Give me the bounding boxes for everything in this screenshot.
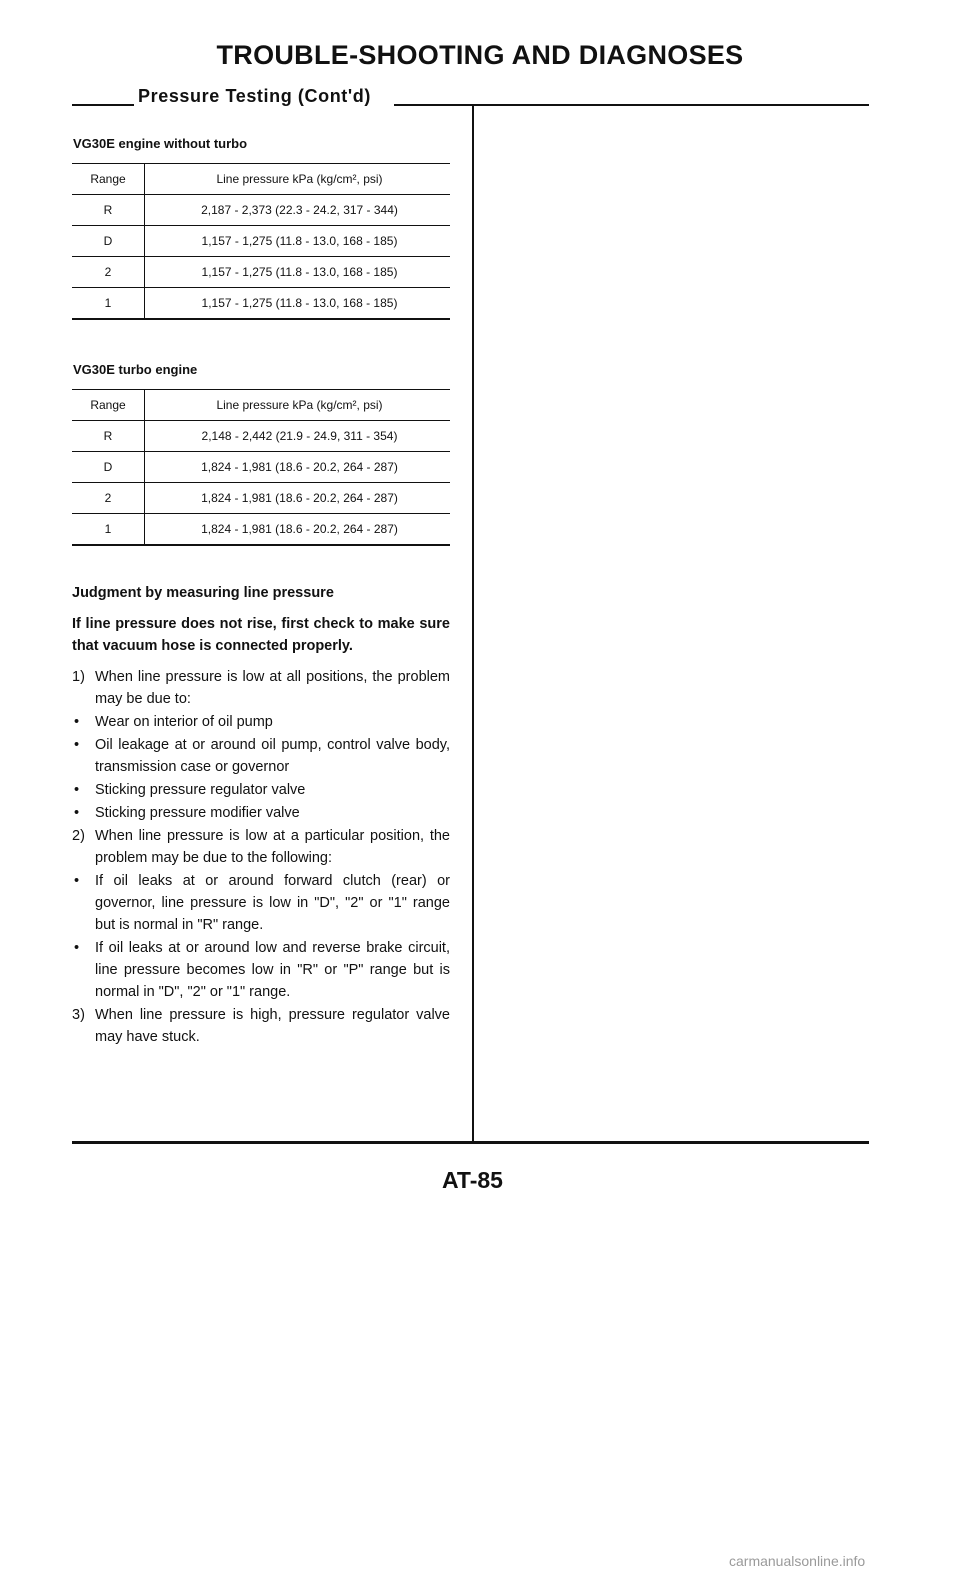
judgment-heading: Judgment by measuring line pressure [72,585,334,601]
bullet-text: If oil leaks at or around forward clutch (rear) or governor, line pressure is low in "D", "2" or "1" range but is normal in "R" range. [95,873,450,933]
bullet-icon: • [74,940,80,956]
bullet-icon: • [74,737,80,753]
bullet-icon: • [74,714,80,730]
pressure-cell: 2,148 - 2,442 (21.9 - 24.9, 311 - 354) [145,421,451,452]
range-cell: D [72,452,145,483]
bullet-text: If oil leaks at or around low and reverse brake circuit, line pressure becomes low in "R" or "P" range but is normal in "D", "2" or "1" range. [95,940,450,1000]
column-header-range: Range [72,390,145,421]
column-header-pressure: Line pressure kPa (kg/cm², psi) [145,390,451,421]
table-row [72,288,450,320]
bullet-icon: • [74,805,80,821]
bullet-item [72,870,450,936]
item-number: 1) [72,669,85,685]
judgment-section [72,582,450,1049]
table-row [72,514,450,546]
column-header-range: Range [72,164,145,195]
bullet-item [72,937,450,1003]
bottom-rule [72,1141,869,1144]
pressure-cell: 1,157 - 1,275 (11.8 - 13.0, 168 - 185) [201,296,398,310]
bullet-icon: • [74,782,80,798]
bullet-item [72,802,450,824]
table-row [72,452,450,483]
page-number: AT-85 [442,1167,503,1193]
column-divider [472,104,474,1144]
pressure-table-turbo [72,389,450,546]
list-item [72,666,450,710]
range-cell: 2 [72,483,145,514]
section-heading: Pressure Testing (Cont'd) [138,86,371,106]
table-row [72,226,450,257]
pressure-cell: 1,157 - 1,275 (11.8 - 13.0, 168 - 185) [145,257,451,288]
table-row [72,421,450,452]
pressure-cell: 1,824 - 1,981 (18.6 - 20.2, 264 - 287) [145,452,451,483]
range-cell: D [72,226,145,257]
table-row [72,257,450,288]
table-row [72,483,450,514]
bullet-icon: • [74,873,80,889]
item-text: When line pressure is low at all positions, the problem may be due to: [95,669,450,707]
table-caption-turbo: VG30E turbo engine [73,362,198,377]
bullet-item [72,711,450,733]
table-caption-no-turbo: VG30E engine without turbo [73,136,248,151]
section-rule-right [394,104,869,106]
bullet-text: Sticking pressure regulator valve [95,782,306,798]
pressure-cell: 1,824 - 1,981 (18.6 - 20.2, 264 - 287) [145,483,451,514]
bullet-text: Oil leakage at or around oil pump, control valve body, transmission case or governor [95,737,450,775]
item-text: When line pressure is high, pressure regulator valve may have stuck. [95,1007,450,1045]
range-cell: 1 [72,514,145,546]
table-row [72,195,450,226]
section-rule-left [72,104,134,106]
list-item [72,1004,450,1048]
bullet-item [72,734,450,778]
range-cell: R [72,195,145,226]
bullet-text: Wear on interior of oil pump [95,714,273,730]
watermark-text: carmanualsonline.info [729,1553,866,1569]
pressure-cell: 2,187 - 2,373 (22.3 - 24.2, 317 - 344) [145,195,451,226]
pressure-table-no-turbo [72,163,450,320]
judgment-note: If line pressure does not rise, first check to make sure that vacuum hose is connected properly. [72,616,450,654]
item-text: When line pressure is low at a particular position, the problem may be due to the following: [95,828,450,866]
pressure-cell: 1,824 - 1,981 (18.6 - 20.2, 264 - 287) [201,522,398,536]
judgment-list [72,666,450,1048]
page-title: TROUBLE-SHOOTING AND DIAGNOSES [216,40,744,70]
table-header-row [72,164,450,195]
bullet-item [72,779,450,801]
pressure-cell: 1,157 - 1,275 (11.8 - 13.0, 168 - 185) [145,226,451,257]
item-number: 3) [72,1007,85,1023]
range-cell: 1 [72,288,145,320]
bullet-text: Sticking pressure modifier valve [95,805,300,821]
range-cell: R [72,421,145,452]
table-header-row [72,390,450,421]
item-number: 2) [72,828,85,844]
column-header-pressure: Line pressure kPa (kg/cm², psi) [145,164,451,195]
list-item [72,825,450,869]
range-cell: 2 [72,257,145,288]
